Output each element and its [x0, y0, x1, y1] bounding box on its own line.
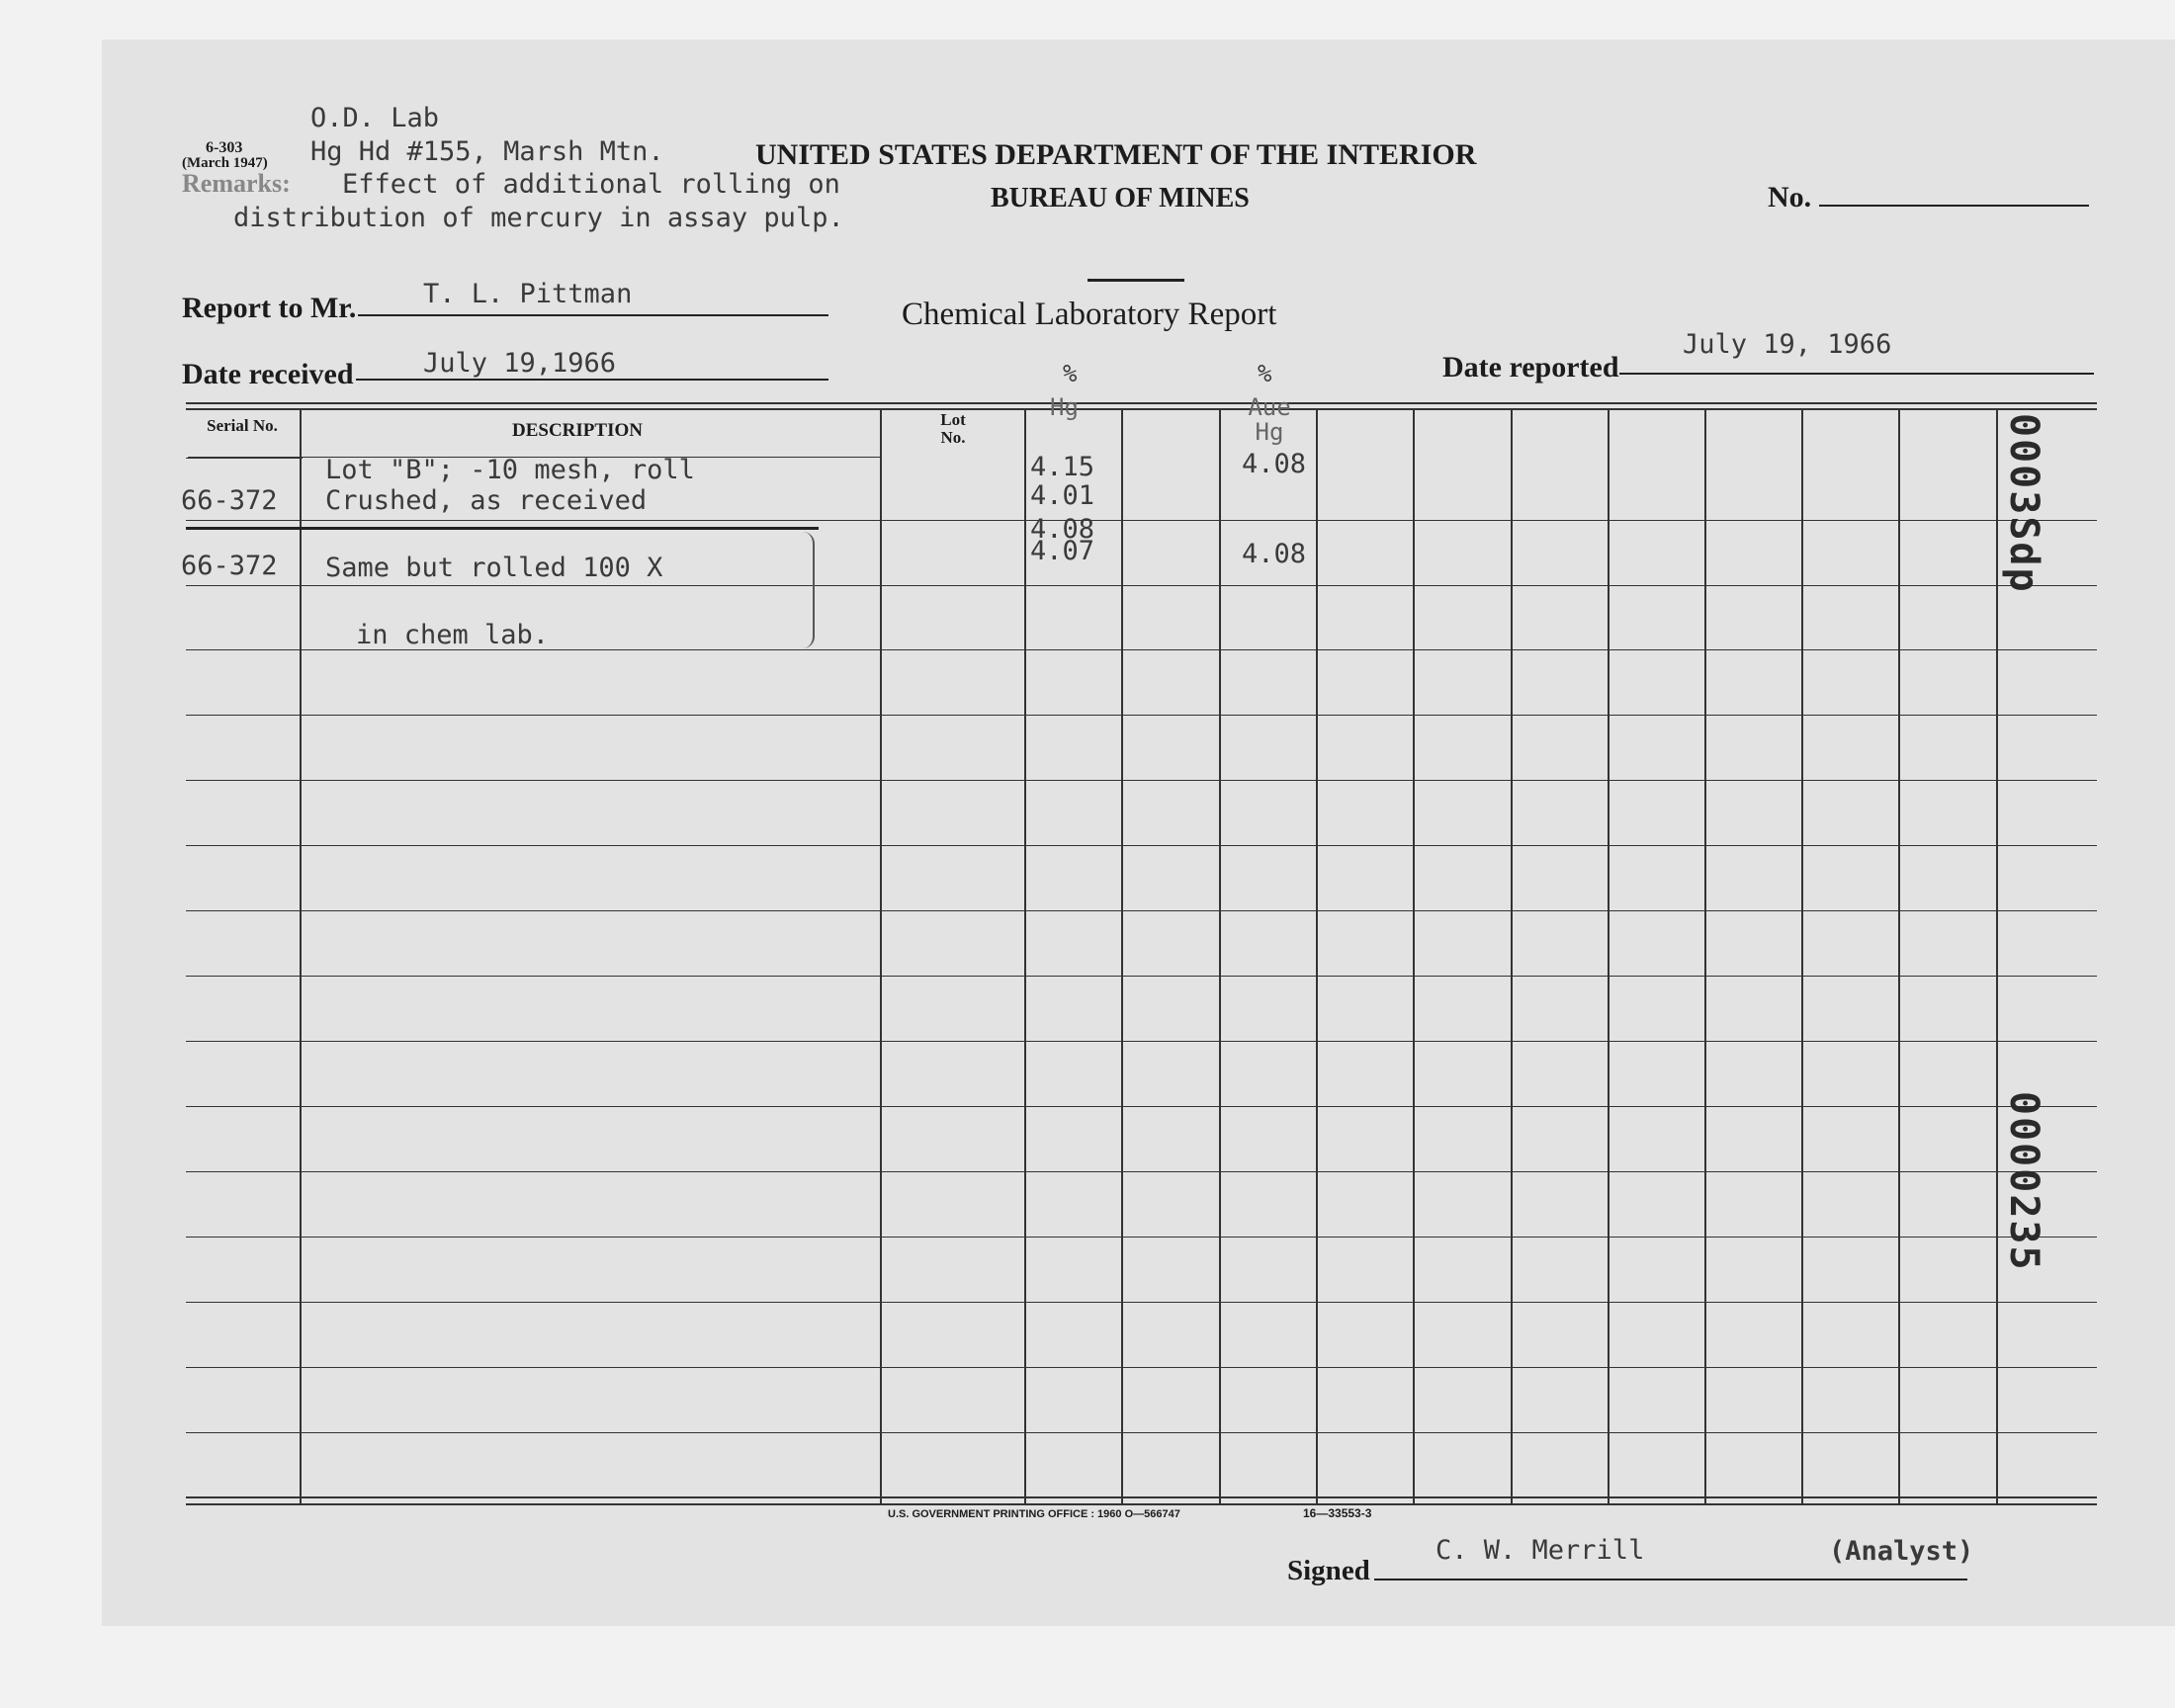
paper-sheet	[102, 40, 2175, 1626]
signed-line	[1374, 1579, 1967, 1580]
row-1-description-line-1: Lot "B"; -10 mesh, roll	[325, 455, 695, 485]
stamp-top: 0003Sdp	[2001, 413, 2046, 594]
date-received-label: Date received	[182, 358, 354, 390]
col-header-aue-percent: %	[1258, 360, 1272, 387]
sample-note: Hg Hd #155, Marsh Mtn.	[310, 136, 664, 167]
col-header-description: DESCRIPTION	[512, 420, 643, 441]
signed-value: C. W. Merrill	[1436, 1535, 1645, 1566]
report-title: Chemical Laboratory Report	[902, 297, 1277, 332]
form-date: (March 1947)	[182, 155, 268, 171]
date-received-value: July 19,1966	[423, 348, 617, 379]
date-reported-value: July 19, 1966	[1683, 329, 1892, 360]
stamp-bottom: 0000235	[2001, 1091, 2046, 1272]
date-reported-label: Date reported	[1442, 351, 1619, 384]
lab-note: O.D. Lab	[310, 103, 440, 133]
row-1-description-line-2: Crushed, as received	[325, 485, 648, 516]
no-line	[1819, 205, 2089, 207]
bureau-title: BUREAU OF MINES	[991, 183, 1250, 214]
row-1-hg-value-2: 4.01	[1030, 480, 1095, 511]
row-2-serial: 66-372	[181, 551, 278, 581]
row-2-hg-value-2: 4.07	[1030, 536, 1095, 566]
printing-office-note: U.S. GOVERNMENT PRINTING OFFICE : 1960 O—566747	[888, 1508, 1180, 1520]
row-2-aue-hg: 4.08	[1242, 539, 1307, 569]
form-number: 6-303	[206, 139, 243, 156]
agency-title: UNITED STATES DEPARTMENT OF THE INTERIOR	[755, 138, 1477, 171]
row-1-hg-value-1: 4.15	[1030, 452, 1095, 482]
remarks-label: Remarks:	[182, 169, 291, 198]
row-2-hg-value-1: 4.08	[1030, 514, 1095, 545]
row-1-serial: 66-372	[181, 485, 278, 516]
row-2-description-line-2: in chem lab.	[356, 620, 550, 650]
remarks-line-1: Effect of additional rolling on	[342, 169, 840, 200]
analyst-label: (Analyst)	[1829, 1536, 1974, 1567]
date-reported-line	[1619, 373, 2094, 375]
col-header-hg: Hg	[1050, 393, 1079, 421]
form-code: 16—33553-3	[1303, 1506, 1372, 1520]
no-label: No.	[1768, 181, 1812, 214]
report-to-line	[358, 314, 828, 316]
report-to-label: Report to Mr.	[182, 292, 357, 324]
col-header-hg-percent: %	[1063, 360, 1078, 387]
row-1-aue-hg: 4.08	[1242, 449, 1307, 479]
remarks-line-2: distribution of mercury in assay pulp.	[233, 203, 844, 233]
signed-label: Signed	[1287, 1555, 1370, 1586]
col-header-lot: Lot No.	[940, 410, 966, 447]
date-received-line	[356, 379, 828, 381]
row-2-bracket	[803, 532, 815, 648]
title-rule	[1088, 279, 1184, 282]
col-header-aue-hg: Aue Hg	[1248, 393, 1291, 447]
row-2-description-line-1: Same but rolled 100 X	[325, 553, 663, 583]
report-to-value: T. L. Pittman	[423, 279, 633, 309]
col-header-serial: Serial No.	[207, 416, 278, 435]
